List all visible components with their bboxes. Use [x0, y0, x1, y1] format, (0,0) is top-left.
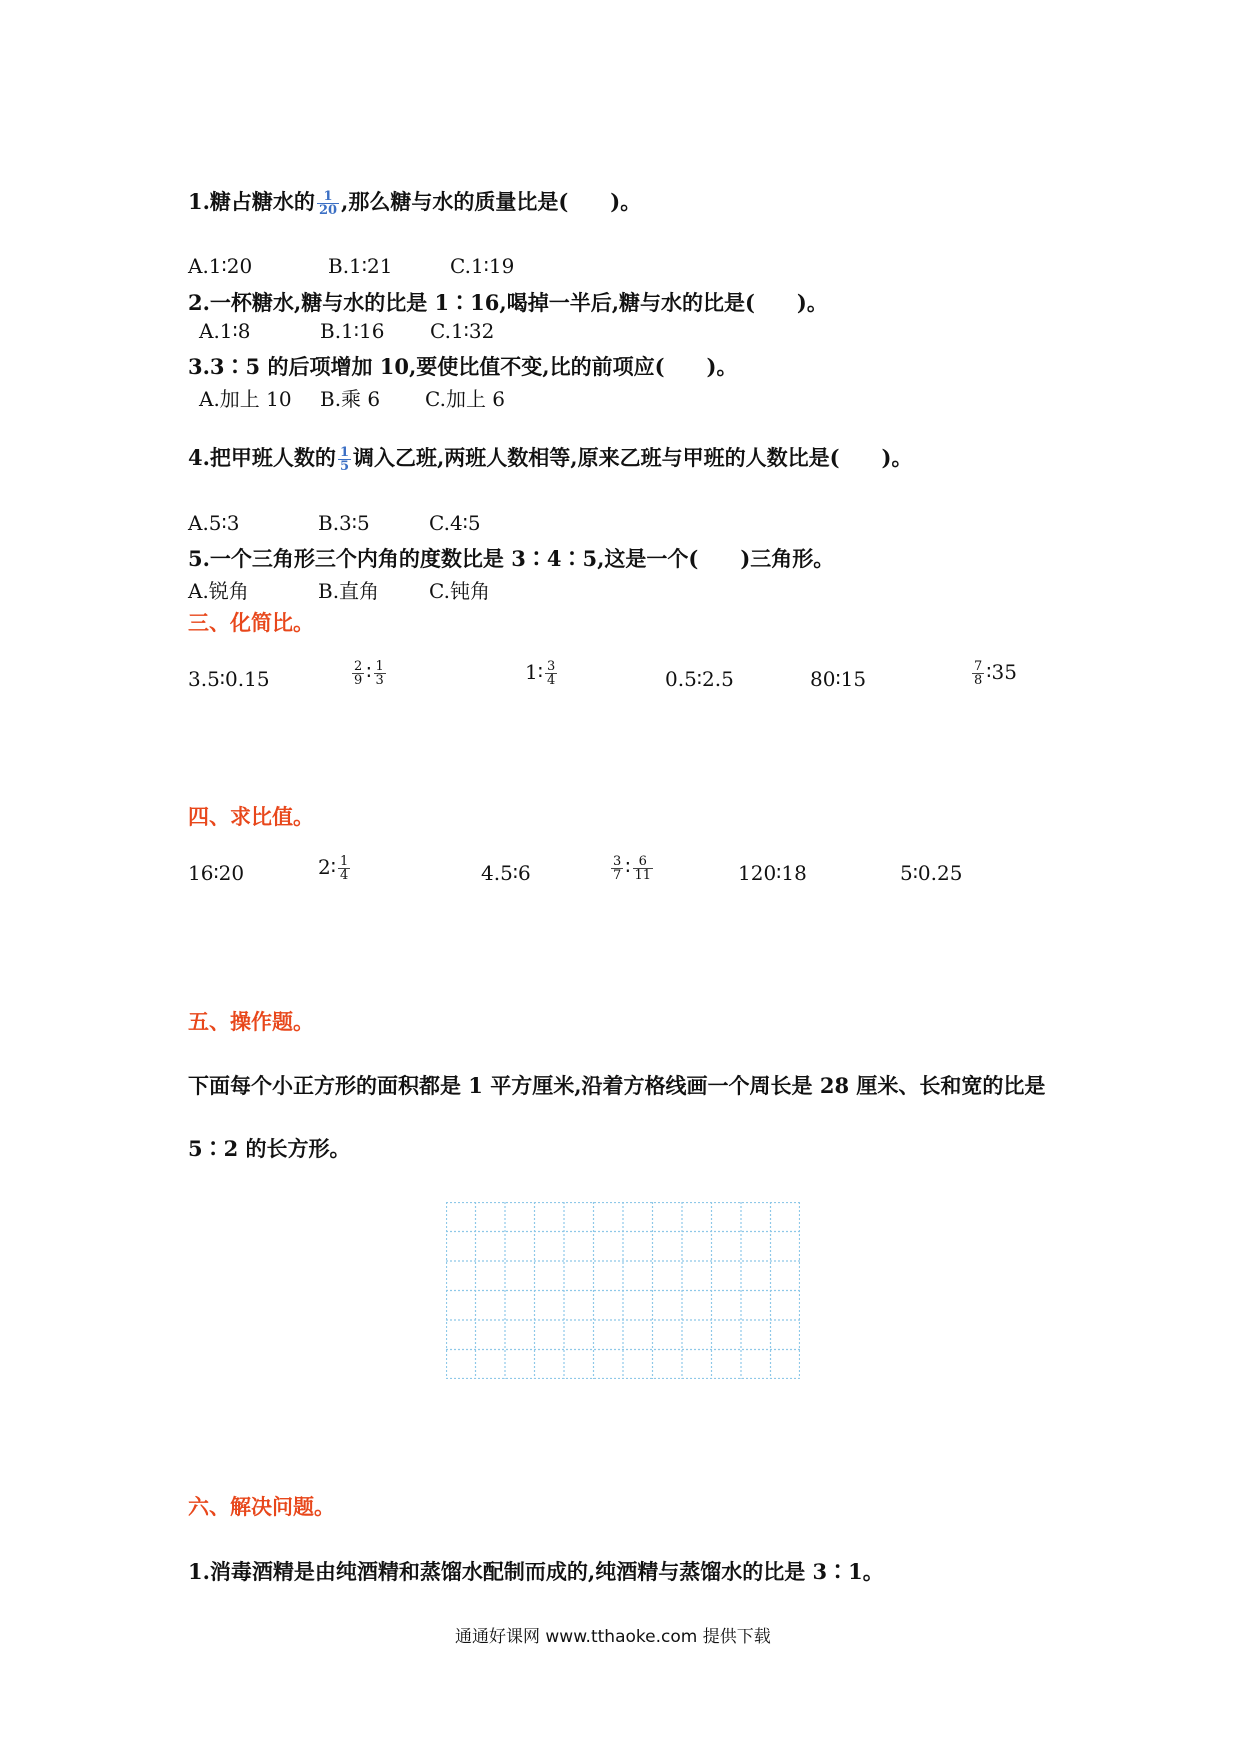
option-b[interactable]: B.直角 — [318, 579, 380, 603]
section-4-title: 四、求比值。 — [188, 804, 314, 829]
question-1-text-end: ,那么糖与水的质量比是( )。 — [341, 189, 642, 214]
footer-credit: 通通好课网 www.tthaoke.com 提供下载 — [455, 1627, 771, 1647]
question-4-text-end: 调入乙班,两班人数相等,原来乙班与甲班的人数比是( )。 — [352, 445, 913, 470]
simplify-item-3: 1∶ $\frac{3}{4}$ — [525, 659, 556, 688]
option-a[interactable]: A.加上 10 — [199, 387, 292, 411]
option-c[interactable]: C.钝角 — [429, 579, 490, 603]
option-a[interactable]: A.锐角 — [188, 579, 249, 603]
question-4-text: 4.把甲班人数的 — [188, 445, 336, 470]
simplify-item-1: 3.5∶0.15 — [188, 667, 270, 691]
simplify-item-5: 80∶15 — [810, 667, 867, 691]
ratio-item-2: 2∶ $\frac{1}{4}$ — [318, 854, 349, 883]
option-a[interactable]: A.1∶20 — [188, 254, 253, 278]
simplify-item-6: $\frac{7}{8}$ ∶35 — [974, 659, 1017, 688]
question-3: 3.3∶5 的后项增加 10,要使比值不变,比的前项应( )。 — [188, 354, 738, 379]
option-c[interactable]: C.加上 6 — [425, 387, 506, 411]
section-5-title: 五、操作题。 — [188, 1009, 314, 1034]
option-c[interactable]: C.1∶32 — [430, 319, 495, 343]
task-text-line-1: 下面每个小正方形的面积都是 1 平方厘米,沿着方格线画一个周长是 28 厘米、长和宽的比是 — [188, 1073, 1046, 1098]
question-1-text: 1.糖占糖水的 — [188, 189, 315, 214]
ratio-item-6: 5∶0.25 — [900, 861, 963, 885]
option-c[interactable]: C.1∶19 — [450, 254, 515, 278]
option-b[interactable]: B.1∶16 — [320, 319, 385, 343]
question-2: 2.一杯糖水,糖与水的比是 1∶16,喝掉一半后,糖与水的比是( )。 — [188, 290, 828, 315]
ratio-item-4: $\frac{3}{7}$ ∶ $\frac{6}{11}$ — [613, 854, 652, 883]
square-grid[interactable] — [446, 1202, 800, 1379]
section-3-title: 三、化简比。 — [188, 610, 314, 635]
section-6-title: 六、解决问题。 — [188, 1494, 335, 1519]
option-a[interactable]: A.5∶3 — [188, 511, 240, 535]
ratio-item-5: 120∶18 — [738, 861, 807, 885]
option-b[interactable]: B.1∶21 — [328, 254, 393, 278]
option-b[interactable]: B.乘 6 — [320, 387, 381, 411]
ratio-item-3: 4.5∶6 — [481, 861, 531, 885]
question-5: 5.一个三角形三个内角的度数比是 3∶4∶5,这是一个( )三角形。 — [188, 546, 835, 571]
option-b[interactable]: B.3∶5 — [318, 511, 370, 535]
question-1 — [188, 186, 641, 217]
task-text-line-2: 5∶2 的长方形。 — [188, 1136, 351, 1161]
fraction-1-5: $\frac{1}{5}$ — [339, 445, 349, 474]
option-a[interactable]: A.1∶8 — [199, 319, 251, 343]
fraction-1-20: $\frac{1}{20}$ — [318, 189, 338, 218]
problem-1: 1.消毒酒精是由纯酒精和蒸馏水配制而成的,纯酒精与蒸馏水的比是 3∶1。 — [188, 1559, 884, 1584]
simplify-item-4: 0.5∶2.5 — [665, 667, 734, 691]
option-c[interactable]: C.4∶5 — [429, 511, 481, 535]
question-4 — [188, 442, 912, 473]
simplify-item-2: $\frac{2}{9}$ ∶ $\frac{1}{3}$ — [354, 659, 384, 688]
ratio-item-1: 16∶20 — [188, 861, 245, 885]
